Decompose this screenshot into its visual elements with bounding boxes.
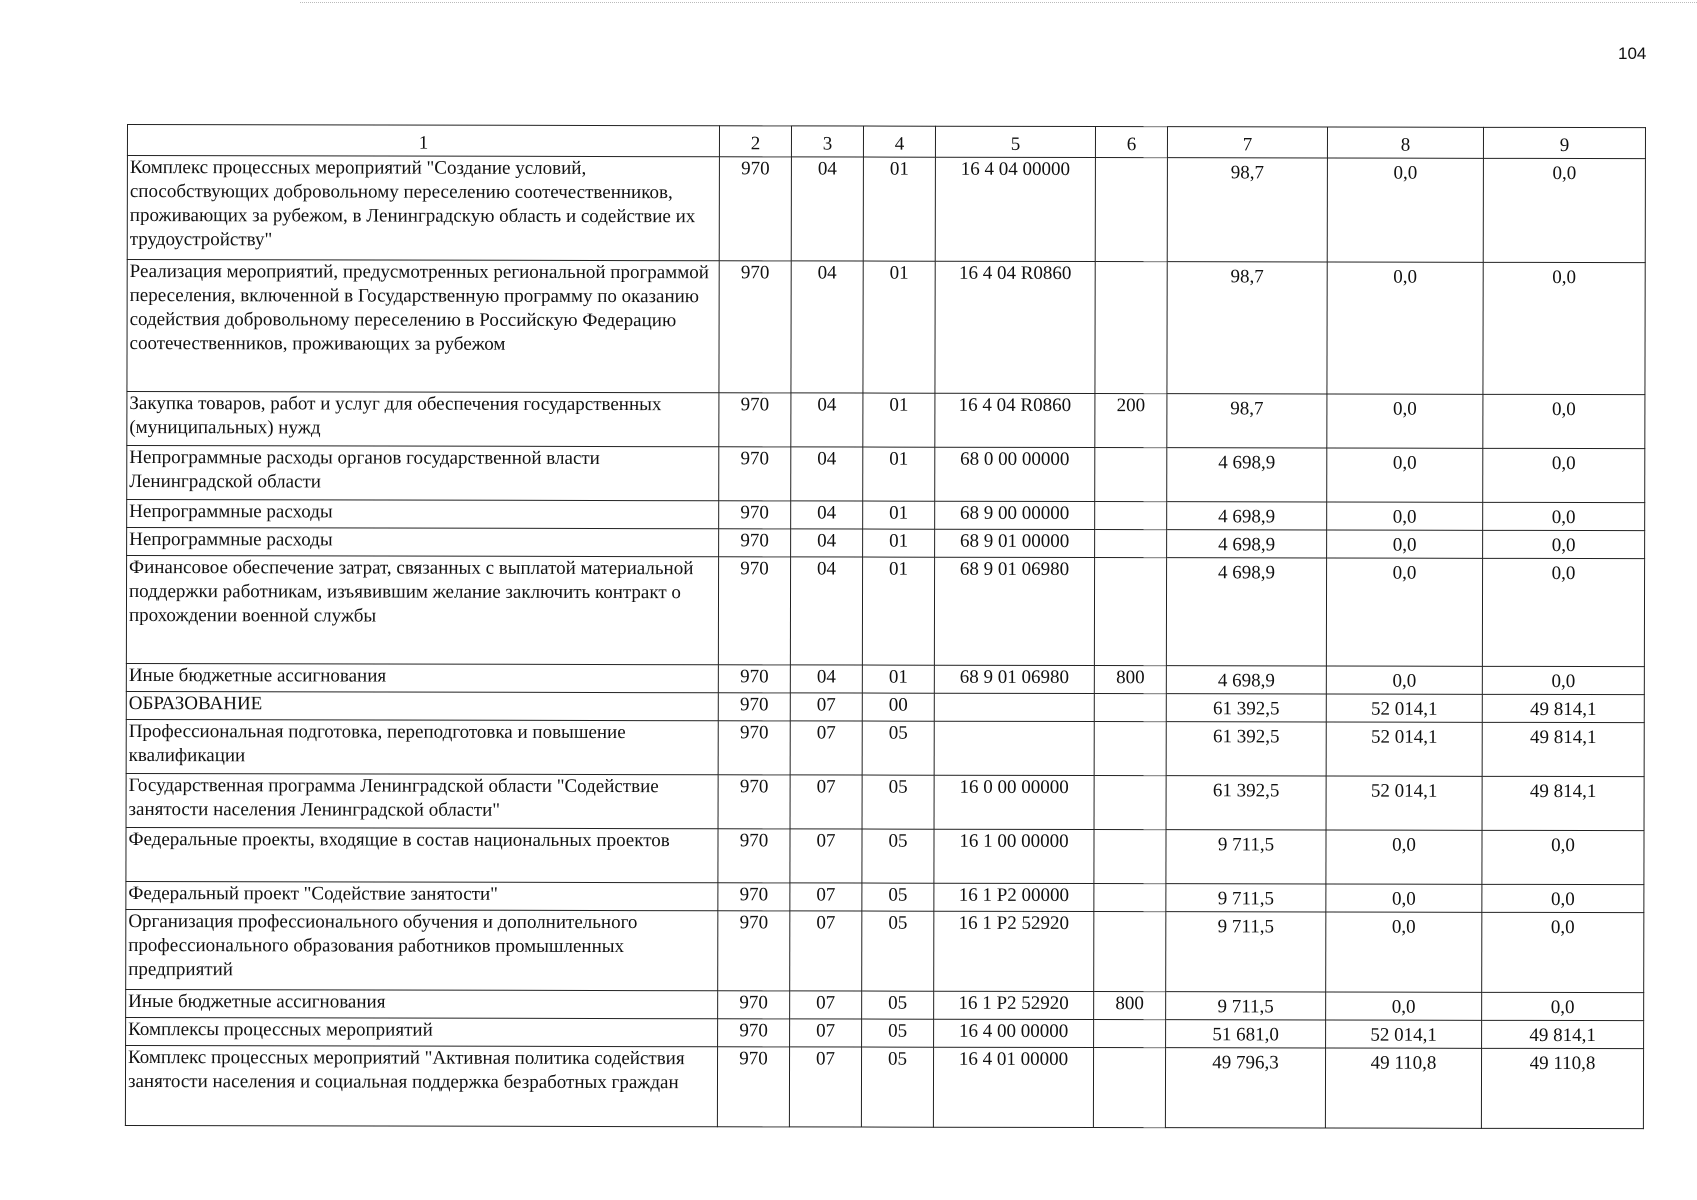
- table-row: [125, 1045, 1643, 1128]
- code-5-cell: 68 9 01 06980: [934, 557, 1094, 665]
- table-row: [126, 881, 1644, 912]
- header-row: [127, 125, 1645, 159]
- code-4-cell: 01: [863, 157, 935, 261]
- amount-9-cell: 0,0: [1483, 502, 1645, 530]
- expense-name-cell: Закупка товаров, работ и услуг для обеспечения государственных (муниципальных) нужд: [127, 392, 719, 447]
- amount-8-cell: 0,0: [1327, 158, 1483, 262]
- amount-7-cell: 9 711,5: [1166, 884, 1326, 912]
- amount-9-cell: 0,0: [1482, 912, 1644, 992]
- code-6-cell: [1094, 884, 1166, 912]
- code-5-cell: 16 4 04 R0860: [935, 393, 1095, 447]
- column-header: 9: [1483, 127, 1645, 158]
- code-6-cell: [1095, 530, 1167, 558]
- code-2-cell: 970: [719, 393, 791, 447]
- code-2-cell: 970: [719, 447, 791, 501]
- code-4-cell: 05: [862, 829, 934, 883]
- code-5-cell: 68 9 01 00000: [935, 529, 1095, 557]
- code-6-cell: [1095, 502, 1167, 530]
- amount-7-cell: 98,7: [1167, 158, 1327, 262]
- amount-9-cell: 0,0: [1482, 558, 1644, 666]
- amount-8-cell: 0,0: [1327, 448, 1483, 502]
- code-2-cell: 970: [718, 829, 790, 883]
- code-2-cell: 970: [718, 991, 790, 1019]
- amount-7-cell: 9 711,5: [1166, 830, 1326, 884]
- amount-8-cell: 52 014,1: [1326, 1020, 1482, 1048]
- code-3-cell: 04: [791, 261, 863, 393]
- expense-name-cell: Комплексы процессных мероприятий: [126, 1017, 718, 1046]
- code-3-cell: 07: [790, 721, 862, 775]
- amount-7-cell: 9 711,5: [1166, 912, 1326, 992]
- amount-9-cell: 49 814,1: [1482, 722, 1644, 776]
- code-6-cell: [1094, 776, 1166, 830]
- code-4-cell: 05: [862, 721, 934, 775]
- amount-9-cell: 0,0: [1482, 992, 1644, 1020]
- code-5-cell: 16 1 P2 00000: [934, 883, 1094, 911]
- table-row: [127, 392, 1645, 449]
- code-4-cell: 01: [863, 393, 935, 447]
- code-6-cell: 800: [1094, 666, 1166, 694]
- amount-8-cell: 0,0: [1326, 830, 1482, 884]
- code-5-cell: [934, 693, 1094, 721]
- amount-7-cell: 98,7: [1167, 262, 1327, 394]
- column-header: 6: [1095, 127, 1167, 158]
- amount-7-cell: 49 796,3: [1165, 1048, 1325, 1128]
- table-row: [126, 827, 1644, 884]
- table-row: [126, 691, 1644, 722]
- table-row: [126, 663, 1644, 694]
- code-6-cell: [1094, 912, 1166, 992]
- expense-name-cell: Непрограммные расходы: [127, 500, 719, 529]
- code-5-cell: 16 4 04 R0860: [935, 261, 1095, 393]
- code-6-cell: [1095, 158, 1167, 262]
- amount-9-cell: 0,0: [1483, 448, 1645, 502]
- amount-8-cell: 52 014,1: [1326, 776, 1482, 830]
- code-4-cell: 05: [862, 883, 934, 911]
- code-4-cell: 01: [863, 501, 935, 529]
- table-row: [126, 1017, 1644, 1048]
- expense-name-cell: Реализация мероприятий, предусмотренных региональной программой переселения, включенной в Государственную программу по оказанию содействия добровольному переселению в Российскую Федерацию соотечественников, проживающих за рубежом: [127, 260, 719, 393]
- table-row: [127, 500, 1645, 531]
- amount-7-cell: 4 698,9: [1166, 558, 1326, 666]
- amount-9-cell: 49 110,8: [1481, 1048, 1643, 1128]
- code-4-cell: 00: [862, 693, 934, 721]
- code-2-cell: 970: [719, 501, 791, 529]
- scan-edge-line: [300, 2, 1697, 3]
- code-4-cell: 05: [862, 991, 934, 1019]
- expense-name-cell: Федеральный проект "Содействие занятости": [126, 881, 718, 910]
- amount-7-cell: 9 711,5: [1166, 992, 1326, 1020]
- amount-8-cell: 52 014,1: [1326, 694, 1482, 722]
- code-2-cell: 970: [718, 665, 790, 693]
- code-3-cell: 04: [791, 501, 863, 529]
- code-6-cell: [1094, 722, 1166, 776]
- amount-9-cell: 49 814,1: [1482, 694, 1644, 722]
- expense-name-cell: Федеральные проекты, входящие в состав национальных проектов: [126, 827, 718, 882]
- code-2-cell: 970: [718, 557, 790, 665]
- amount-7-cell: 51 681,0: [1166, 1020, 1326, 1048]
- code-4-cell: 05: [861, 1047, 933, 1127]
- table-row: [126, 989, 1644, 1020]
- amount-8-cell: 49 110,8: [1325, 1048, 1481, 1128]
- code-2-cell: 970: [719, 529, 791, 557]
- code-5-cell: 16 1 P2 52920: [934, 991, 1094, 1019]
- expense-name-cell: Профессиональная подготовка, переподготовка и повышение квалификации: [126, 719, 718, 774]
- code-6-cell: [1094, 558, 1166, 666]
- code-3-cell: 07: [790, 693, 862, 721]
- code-4-cell: 05: [862, 911, 934, 991]
- expense-name-cell: Финансовое обеспечение затрат, связанных с выплатой материальной поддержки работникам, изъявившим желание заключить контракт о прохождении военной службы: [126, 556, 718, 665]
- code-3-cell: 07: [790, 883, 862, 911]
- code-2-cell: 970: [718, 911, 790, 991]
- table-row: [126, 719, 1644, 776]
- amount-7-cell: 4 698,9: [1167, 530, 1327, 558]
- amount-9-cell: 0,0: [1483, 530, 1645, 558]
- code-5-cell: 16 1 00 00000: [934, 829, 1094, 883]
- amount-8-cell: 0,0: [1327, 502, 1483, 530]
- code-6-cell: [1094, 830, 1166, 884]
- code-3-cell: 04: [790, 557, 862, 665]
- code-5-cell: 68 9 01 06980: [934, 665, 1094, 693]
- code-4-cell: 01: [862, 557, 934, 665]
- code-3-cell: 04: [791, 393, 863, 447]
- page-number: 104: [1618, 44, 1647, 63]
- budget-table: [125, 124, 1646, 1129]
- expense-name-cell: Иные бюджетные ассигнования: [126, 663, 718, 692]
- code-5-cell: 16 0 00 00000: [934, 775, 1094, 829]
- amount-9-cell: 0,0: [1483, 158, 1645, 262]
- amount-8-cell: 0,0: [1326, 992, 1482, 1020]
- amount-7-cell: 4 698,9: [1167, 502, 1327, 530]
- code-4-cell: 01: [863, 447, 935, 501]
- code-2-cell: 970: [717, 1047, 789, 1127]
- code-6-cell: [1093, 1048, 1165, 1128]
- amount-9-cell: 49 814,1: [1482, 776, 1644, 830]
- code-6-cell: 800: [1094, 992, 1166, 1020]
- amount-9-cell: 0,0: [1482, 666, 1644, 694]
- code-3-cell: 04: [791, 447, 863, 501]
- code-3-cell: 04: [791, 157, 863, 261]
- code-2-cell: 970: [718, 775, 790, 829]
- code-3-cell: 07: [790, 991, 862, 1019]
- amount-9-cell: 0,0: [1483, 262, 1645, 394]
- code-3-cell: 07: [790, 1019, 862, 1047]
- code-3-cell: 07: [790, 775, 862, 829]
- table-row: [126, 773, 1644, 830]
- column-header: 3: [791, 126, 863, 157]
- code-5-cell: 16 4 01 00000: [933, 1047, 1093, 1127]
- code-4-cell: 01: [863, 261, 935, 393]
- table-row: [127, 156, 1645, 263]
- column-header: 2: [719, 126, 791, 157]
- code-5-cell: 68 0 00 00000: [935, 447, 1095, 501]
- amount-7-cell: 61 392,5: [1166, 776, 1326, 830]
- code-5-cell: 16 4 04 00000: [935, 157, 1095, 261]
- table-row: [127, 260, 1645, 395]
- table-row: [127, 528, 1645, 559]
- column-header: 5: [935, 126, 1095, 157]
- code-6-cell: 200: [1095, 394, 1167, 448]
- amount-8-cell: 0,0: [1326, 666, 1482, 694]
- code-4-cell: 05: [862, 1019, 934, 1047]
- code-3-cell: 04: [791, 529, 863, 557]
- amount-8-cell: 0,0: [1326, 558, 1482, 666]
- code-5-cell: 16 1 P2 52920: [934, 911, 1094, 991]
- column-header: 8: [1327, 127, 1483, 158]
- table-row: [126, 909, 1644, 992]
- code-2-cell: 970: [718, 693, 790, 721]
- code-4-cell: 01: [863, 529, 935, 557]
- code-2-cell: 970: [719, 157, 791, 261]
- code-5-cell: 16 4 00 00000: [934, 1019, 1094, 1047]
- column-header: 1: [127, 125, 719, 157]
- amount-9-cell: 0,0: [1482, 830, 1644, 884]
- expense-name-cell: Комплекс процессных мероприятий "Создание условий, способствующих добровольному переселению соотечественников, проживающих за рубежом, в Ленинградскую область и содействие их трудоустройству": [127, 156, 719, 261]
- column-header: 4: [863, 126, 935, 157]
- amount-9-cell: 0,0: [1482, 884, 1644, 912]
- code-6-cell: [1094, 694, 1166, 722]
- code-6-cell: [1094, 1020, 1166, 1048]
- expense-name-cell: Непрограммные расходы: [127, 528, 719, 557]
- amount-8-cell: 0,0: [1326, 884, 1482, 912]
- table-row: [126, 556, 1644, 667]
- amount-8-cell: 0,0: [1327, 394, 1483, 448]
- amount-8-cell: 52 014,1: [1326, 722, 1482, 776]
- column-header: 7: [1167, 127, 1327, 158]
- amount-7-cell: 61 392,5: [1166, 694, 1326, 722]
- expense-name-cell: Непрограммные расходы органов государственной власти Ленинградской области: [127, 446, 719, 501]
- expense-name-cell: Государственная программа Ленинградской области "Содействие занятости населения Ленинградской области": [126, 773, 718, 828]
- code-2-cell: 970: [719, 261, 791, 393]
- amount-7-cell: 4 698,9: [1167, 448, 1327, 502]
- code-6-cell: [1095, 262, 1167, 394]
- table-body: [125, 156, 1645, 1129]
- code-5-cell: [934, 721, 1094, 775]
- amount-8-cell: 0,0: [1327, 262, 1483, 394]
- expense-name-cell: ОБРАЗОВАНИЕ: [126, 691, 718, 720]
- code-2-cell: 970: [718, 883, 790, 911]
- code-3-cell: 07: [790, 829, 862, 883]
- amount-9-cell: 49 814,1: [1482, 1020, 1644, 1048]
- code-2-cell: 970: [718, 721, 790, 775]
- amount-7-cell: 61 392,5: [1166, 722, 1326, 776]
- amount-8-cell: 0,0: [1327, 530, 1483, 558]
- code-3-cell: 07: [790, 911, 862, 991]
- expense-name-cell: Иные бюджетные ассигнования: [126, 989, 718, 1018]
- amount-8-cell: 0,0: [1326, 912, 1482, 992]
- amount-7-cell: 98,7: [1167, 394, 1327, 448]
- code-5-cell: 68 9 00 00000: [935, 501, 1095, 529]
- expense-name-cell: Комплекс процессных мероприятий "Активная политика содействия занятости населения и социальная поддержка безработных граждан: [125, 1045, 717, 1126]
- code-2-cell: 970: [718, 1019, 790, 1047]
- code-3-cell: 07: [789, 1047, 861, 1127]
- code-4-cell: 01: [862, 665, 934, 693]
- table-row: [127, 446, 1645, 503]
- code-4-cell: 05: [862, 775, 934, 829]
- code-3-cell: 04: [790, 665, 862, 693]
- amount-9-cell: 0,0: [1483, 394, 1645, 448]
- code-6-cell: [1095, 448, 1167, 502]
- amount-7-cell: 4 698,9: [1166, 666, 1326, 694]
- expense-name-cell: Организация профессионального обучения и дополнительного профессионального образования работников промышленных предприятий: [126, 909, 718, 990]
